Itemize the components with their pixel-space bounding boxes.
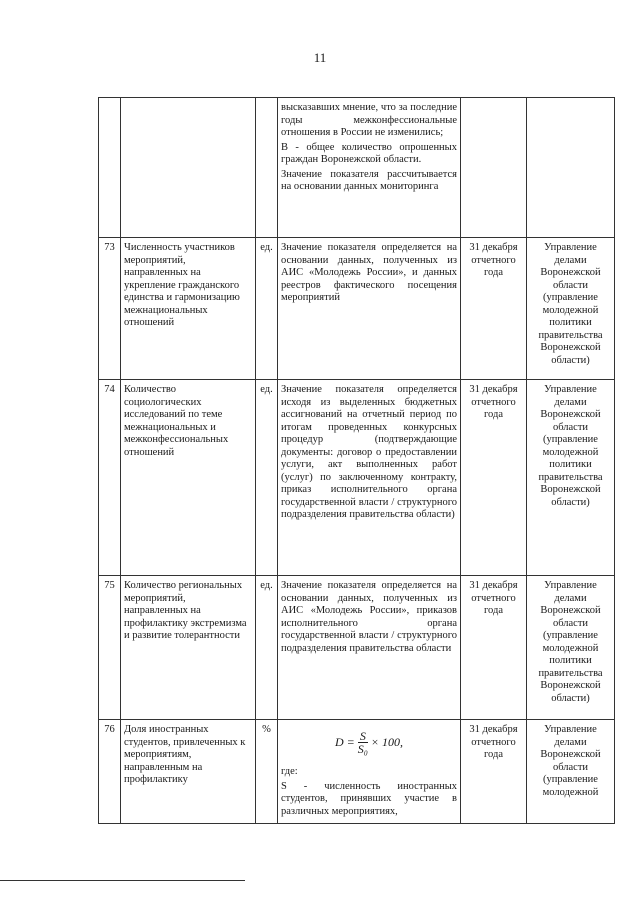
- table-row: [99, 380, 615, 576]
- page-number: 11: [313, 50, 327, 65]
- formula-denominator: S₀: [357, 742, 368, 756]
- responsible-org: Управление делами Воронежской области (управление молодежной политики правительства Воронежской области): [527, 380, 615, 576]
- method-cell: [278, 98, 461, 238]
- responsible-org: Управление делами Воронежской области (управление молодежной политики правительства Воронежской области): [527, 238, 615, 380]
- deadline-cell: [461, 98, 527, 238]
- method-cell: [278, 576, 461, 720]
- formula: [281, 730, 457, 756]
- responsible-org: Управление делами Воронежской области (управление молодежной: [527, 720, 615, 824]
- row-number: 74: [99, 380, 121, 576]
- responsible-cell: [527, 98, 615, 238]
- table-row: [99, 576, 615, 720]
- method-text: Значение показателя определяется на основании данных, полученных из АИС «Молодежь России», и данных реестров фактического посещения мероприятий: [281, 242, 457, 303]
- row-number: 75: [99, 576, 121, 720]
- table-row-continuation: [99, 98, 615, 238]
- deadline: 31 декабря отчетного года: [461, 238, 527, 380]
- method-text: Значение показателя определяется на основании данных, полученных из АИС «Молодежь России», приказов исполнительного органа государственной власти / структурного подразделения правительства области: [281, 580, 457, 654]
- method-text: В - общее количество опрошенных граждан Воронежской области.: [281, 141, 457, 165]
- table-row: [99, 238, 615, 380]
- responsible-org: Управление делами Воронежской области (управление молодежной политики правительства Воронежской области): [527, 576, 615, 720]
- unit: ед.: [256, 238, 278, 380]
- indicator-name: Доля иностранных студентов, привлеченных к мероприятиям, направленным на профилактику: [121, 720, 256, 824]
- deadline: 31 декабря отчетного года: [461, 380, 527, 576]
- footnote-divider: [0, 880, 245, 881]
- unit: %: [256, 720, 278, 824]
- formula-rhs: × 100,: [370, 734, 404, 749]
- row-number: 73: [99, 238, 121, 380]
- indicator-name: Численность участников мероприятий, направленных на укрепление гражданского единства и гармонизацию межнациональных отношений: [121, 238, 256, 380]
- method-text: S - численность иностранных студентов, принявших участие в различных мероприятиях,: [281, 780, 457, 817]
- method-text: Значение показателя определяется исходя из выделенных бюджетных ассигнований на отчетный период по итогам проведенных конкурсных процедур (подтверждающие документы: договор о предоставлении услуги, акт выполненных работ (услуг) по заключенному контракту, приказ исполнительного органа государственной власти / структурного подразделения правительства области): [281, 384, 457, 520]
- deadline: 31 декабря отчетного года: [461, 576, 527, 720]
- method-text: высказавших мнение, что за последние годы межконфессиональные отношения в России не изменились;: [281, 102, 457, 138]
- indicators-table: [98, 97, 615, 824]
- method-cell: [278, 720, 461, 824]
- indicator-name: Количество региональных мероприятий, направленных на профилактику экстремизма и развитие толерантности: [121, 576, 256, 720]
- formula-numerator: S: [358, 730, 368, 743]
- method-cell: [278, 238, 461, 380]
- unit: ед.: [256, 576, 278, 720]
- unit: ед.: [256, 380, 278, 576]
- row-number: 76: [99, 720, 121, 824]
- method-text: Значение показателя рассчитывается на основании данных мониторинга: [281, 168, 457, 192]
- table-row: [99, 720, 615, 824]
- formula-fraction: [358, 730, 368, 756]
- indicator-name: Количество социологических исследований по теме межнациональных и межконфессиональных отношений: [121, 380, 256, 576]
- method-cell: [278, 380, 461, 576]
- indicator-name-cell: [121, 98, 256, 238]
- formula-lhs: D =: [334, 734, 355, 749]
- deadline: 31 декабря отчетного года: [461, 720, 527, 824]
- row-number-cell: [99, 98, 121, 238]
- unit-cell: [256, 98, 278, 238]
- method-where: где:: [281, 766, 298, 777]
